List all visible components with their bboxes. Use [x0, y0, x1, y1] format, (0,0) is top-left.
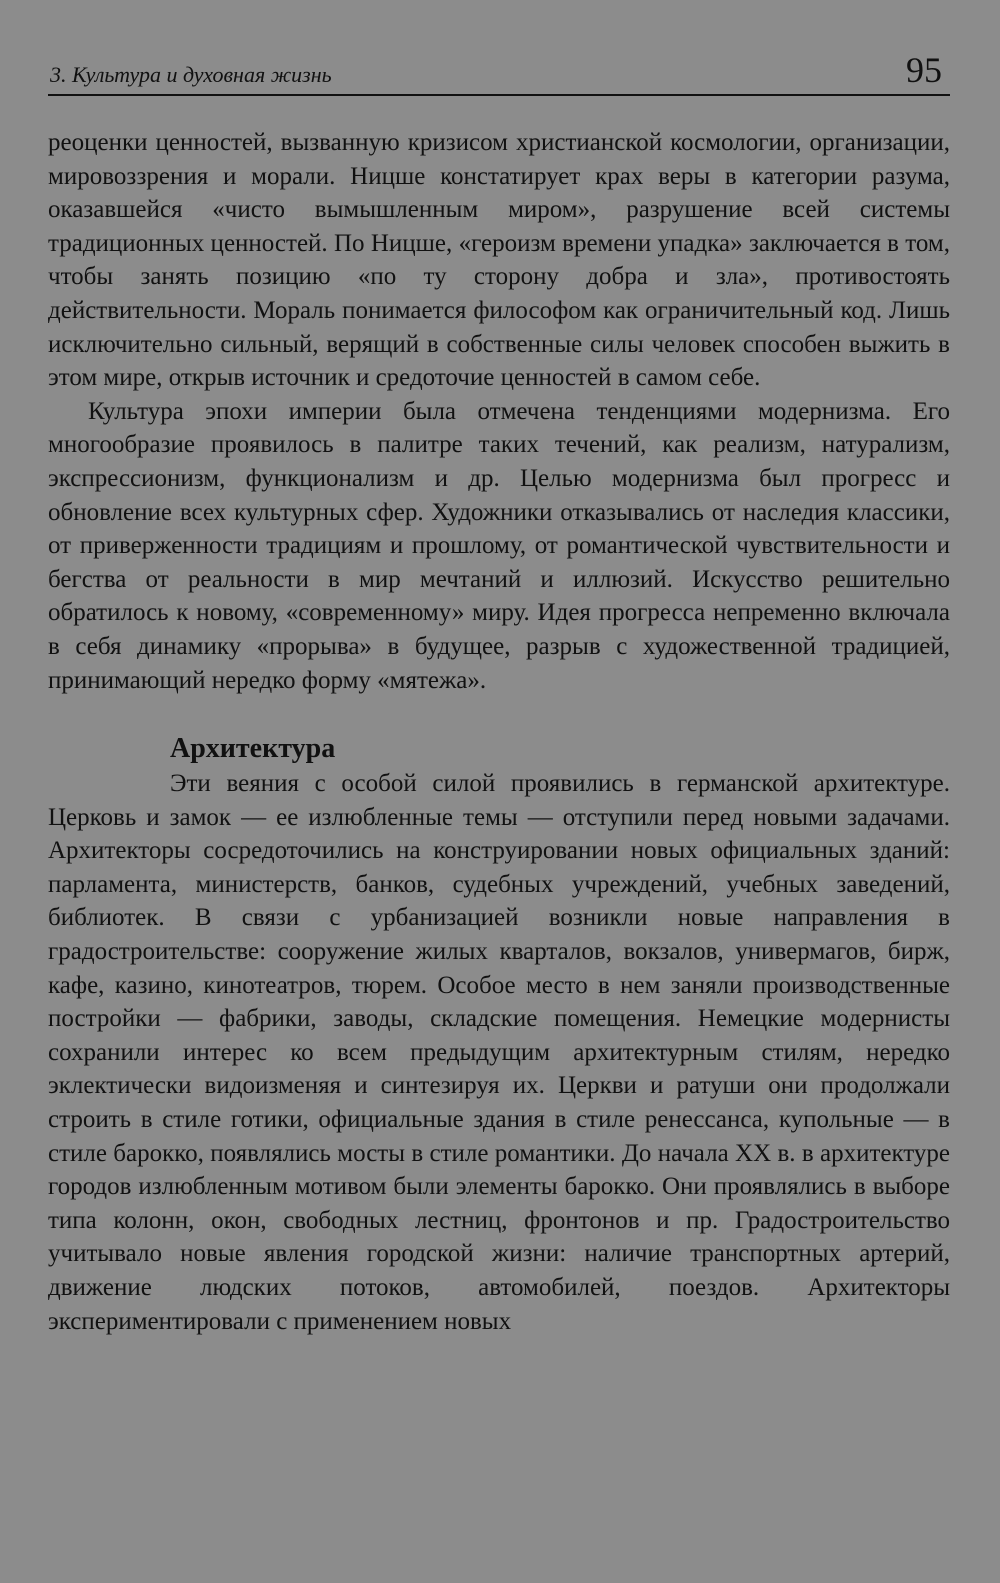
paragraph-architecture: Эти веяния с особой силой проявились в германской архитектуре. Церковь и замок — ее излюбленные темы — отступили перед новыми задачами. Архитекторы сосредоточились на конструировании новых официальных зданий: парламента, министерств, банков, судебных учреждений, учебных заведений, библиотек. В связи с урбанизацией возникли новые направления в градостроительстве: сооружение жилых кварталов, вокзалов, универмагов, бирж, кафе, казино, кинотеатров, тюрем. Особое место в нем заняли производственные постройки — фабрики, заводы, складские помещения. Немецкие модернисты сохранили интерес ко всем предыдущим архитектурным стилям, нередко эклектически видоизменяя и синтезируя их. Церкви и ратуши они продолжали строить в стиле готики, официальные здания в стиле ренессанса, купольные — в стиле барокко, появлялись мосты в стиле романтики. До начала XX в. в архитектуре городов излюбленным мотивом были элементы барокко. Они проявлялись в выборе типа колонн, окон, свободных лестниц, фронтонов и пр. Градостроительство учитывало новые явления городской жизни: наличие транспортных артерий, движение людских потоков, автомобилей, поездов. Архитекторы экспериментировали с применением новых — [48, 770, 950, 1335]
running-head: 3. Культура и духовная жизнь — [50, 62, 332, 87]
section-heading: Архитектура — [170, 733, 336, 765]
page-header — [48, 42, 950, 96]
paragraph-modernism: Культура эпохи империи была отмечена тенденциями модернизма. Его многообразие проявилось в палитре таких течений, как реализм, натурализм, экспрессионизм, функционализм и др. Целью модернизма был прогресс и обновление всех культурных сфер. Художники отказывались от наследия классики, от приверженности традициям и прошлому, от романтической чувствительности и бегства от реальности в мир мечтаний и иллюзий. Искусство решительно обратилось к новому, «современному» миру. Идея прогресса непременно включала в себя динамику «прорыва» в будущее, разрыв с художественной традицией, принимающий нередко форму «мятежа». — [48, 397, 950, 694]
page-number: 95 — [906, 50, 942, 90]
paragraph-nietzsche: реоценки ценностей, вызванную кризисом христианской космологии, организации, мировоззрения и морали. Ницше констатирует крах веры в категории разума, оказавшейся «чисто вымышленным миром», разрушение всей системы традиционных ценностей. По Ницше, «героизм времени упадка» заключается в том, чтобы занять позицию «по ту сторону добра и зла», противостоять действительности. Мораль понимается философом как ограничительный код. Лишь исключительно сильный, верящий в собственные силы человек способен выжить в этом мире, открыв источник и средоточие ценностей в самом себе. — [48, 129, 950, 392]
body-text — [48, 126, 950, 1338]
